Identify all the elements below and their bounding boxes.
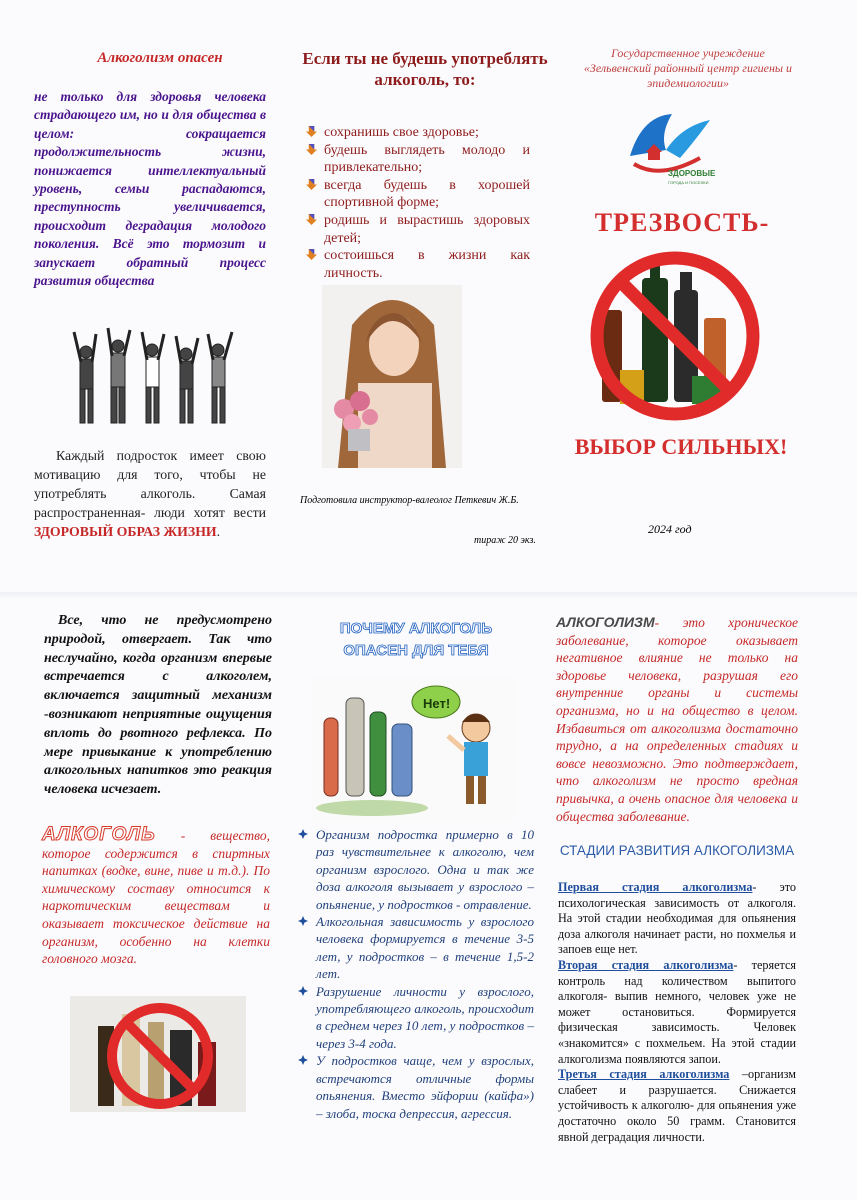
girl-with-flowers-photo xyxy=(322,285,462,468)
stage2-text: - теряется контроль над количеством выпитого алкоголя- выпив немного, человек уже не может остановиться. Формируется физическая зависимость. Человек «знакомится» с похмельем. На этой стадии алкоголизма появляются запои. xyxy=(558,957,796,1066)
logo-text: ЗДОРОВЫЕ xyxy=(668,169,716,178)
danger-text: Организм подростка примерно в 10 раз чувствительнее к алкоголю, чем организм взрослого. Одна и так же доза алкоголя вызывает у взрослого – опьянение, у подростков - отравление. xyxy=(316,827,534,912)
stage3-title: Третья стадия алкоголизма xyxy=(558,1067,730,1082)
diamond-bullet-icon xyxy=(298,1055,308,1065)
organization-name: Государственное учреждение «Зельвенский районный центр гигиены и эпидемиологии» xyxy=(583,46,793,90)
no-speech-bubble: Нет! xyxy=(423,696,451,711)
arrow-bullet-icon xyxy=(306,144,317,155)
no-drinks-photo xyxy=(70,996,246,1112)
list-item xyxy=(306,124,530,142)
dangers-list xyxy=(298,826,534,1122)
motivation-text: Каждый подросток имеет свою мотивацию для того, чтобы не употреблять алкоголь. Самая распространенная- люди хотят вести xyxy=(34,448,266,520)
list-item xyxy=(298,913,534,983)
diamond-bullet-icon xyxy=(298,829,308,839)
list-item xyxy=(298,983,534,1053)
headline-choice-of-strong: ВЫБОР СИЛЬНЫХ! xyxy=(574,434,788,459)
list-item xyxy=(306,177,530,212)
danger-text: Алкогольная зависимость у взрослого человека формируется в течение 3-5 лет, у подростков – в течение 1,5-2 лет. xyxy=(316,914,534,982)
jumping-teens-image xyxy=(66,326,250,430)
list-item xyxy=(298,826,534,913)
arrow-bullet-icon xyxy=(306,249,317,260)
list-item xyxy=(306,142,530,177)
motivation-text-end: . xyxy=(216,524,221,539)
benefit-text: будешь выглядеть молодо и привлекательно; xyxy=(324,142,530,176)
logo-subtext: ГОРОДА И ПОСЕЛКИ xyxy=(668,180,709,185)
diamond-bullet-icon xyxy=(298,986,308,996)
credits-text: Подготовила инструктор-валеолог Петкевич Ж.Б. xyxy=(300,495,519,506)
cartoon-boy-refusing-alcohol-image xyxy=(312,678,518,822)
benefit-text: состоишься в жизни как личность. xyxy=(324,248,530,281)
diamond-bullet-icon xyxy=(298,916,308,926)
panel1-title: Алкоголизм опасен xyxy=(97,50,223,66)
stages-text xyxy=(558,880,796,1145)
stage2-title: Вторая стадия алкоголизма xyxy=(558,957,734,972)
danger-text: Разрушение личности у взрослого, употребляющего алкоголь, происходит в среднем через 10 лет, у подростков – через 3-4 года. xyxy=(316,983,534,1051)
arrow-bullet-icon xyxy=(306,126,317,137)
danger-text: У подростков чаще, чем у взрослых, встречаются отличные формы опьянения. Вместо эйфории (кайфа») – злоба, тоска депрессия, агрессия. xyxy=(316,1053,534,1121)
panel1-motivation-text xyxy=(34,446,266,541)
alcoholism-definition-text: - это хроническое заболевание, которое оказывает негативное влияние не только на здоровье человека, разрушая его внутренние органы и системы организма, но и на общество в целом. Избавиться от алкоголизма достаточно трудно, а на определенных стадиях и вовсе невозможно. Это подтверждает, что алкоголизм не просто вредная привычка, а очень опасное для человека и общества заболевание. xyxy=(556,615,798,824)
stages-title: СТАДИИ РАЗВИТИЯ АЛКОГОЛИЗМА xyxy=(559,843,795,858)
stage1-text: - это психологическая зависимость от алкоголя. На этой стадии необходимая для опьянения доза алкоголя начинает расти, но похмелья и запоев еще нет. xyxy=(558,880,796,957)
healthy-lifestyle-highlight: ЗДОРОВЫЙ ОБРАЗ ЖИЗНИ xyxy=(34,524,217,539)
stage3-text: –организм слабеет и разрушается. Снижается устойчивость к алкоголю- для опьянения уже достаточно около 50 грамм. Становится явной деградация личности. xyxy=(558,1067,796,1144)
list-item xyxy=(306,212,530,247)
healthy-cities-logo xyxy=(620,106,716,188)
benefits-list xyxy=(306,124,530,282)
alcoholism-definition xyxy=(556,614,798,825)
headline-sobriety: ТРЕЗВОСТЬ- xyxy=(594,208,770,237)
fold-line xyxy=(0,592,857,598)
arrow-bullet-icon xyxy=(306,214,317,225)
panel1-text: не только для здоровья человека страдающего им, но и для общества в целом: сокращается продолжительность жизни, понижается интеллектуальный уровень, семьи распадаются, преступность увеличивается, происходит деградация молодого поколения. Всё это тормозит и запускает обратный процесс развития общества xyxy=(34,89,266,289)
panel5-title: ПОЧЕМУ АЛКОГОЛЬ ОПАСЕН ДЛЯ ТЕБЯ xyxy=(339,620,493,659)
alcohol-word: АЛКОГОЛЬ xyxy=(42,824,156,845)
benefit-text: всегда будешь в хорошей спортивной форме; xyxy=(324,177,530,211)
alcohol-definition-text: - вещество, которое содержится в спиртных напитках (водке, вине, пиве и т.д.). По химическому составу относится к наркотическим веществам и оказывает токсическое действие на организм, особенно на клетки головного мозга. xyxy=(42,828,270,967)
no-alcohol-sign-image xyxy=(580,250,770,422)
benefit-text: сохранишь свое здоровье; xyxy=(324,125,479,140)
arrow-bullet-icon xyxy=(306,179,317,190)
list-item xyxy=(298,1052,534,1122)
list-item xyxy=(306,247,530,282)
alcoholism-word: АЛКОГОЛИЗМ xyxy=(556,614,655,630)
benefit-text: родишь и вырастишь здоровых детей; xyxy=(324,212,530,246)
print-run-text: тираж 20 экз. xyxy=(474,535,536,546)
year-text: 2024 год xyxy=(648,522,692,536)
stage1-title: Первая стадия алкоголизма xyxy=(558,880,753,894)
panel2-title: Если ты не будешь употреблять алкоголь, то: xyxy=(302,49,548,89)
alcohol-definition xyxy=(42,826,270,968)
panel4-text: Все, что не предусмотрено природой, отвергает. Так что неслучайно, когда организм впервые встречается с алкоголем, включается защитный механизм -возникают неприятные ощущения вплоть до рвотного рефлекса. По мере привыкание к употреблению алкогольных напитков это реакция человека исчезает. xyxy=(44,613,272,798)
